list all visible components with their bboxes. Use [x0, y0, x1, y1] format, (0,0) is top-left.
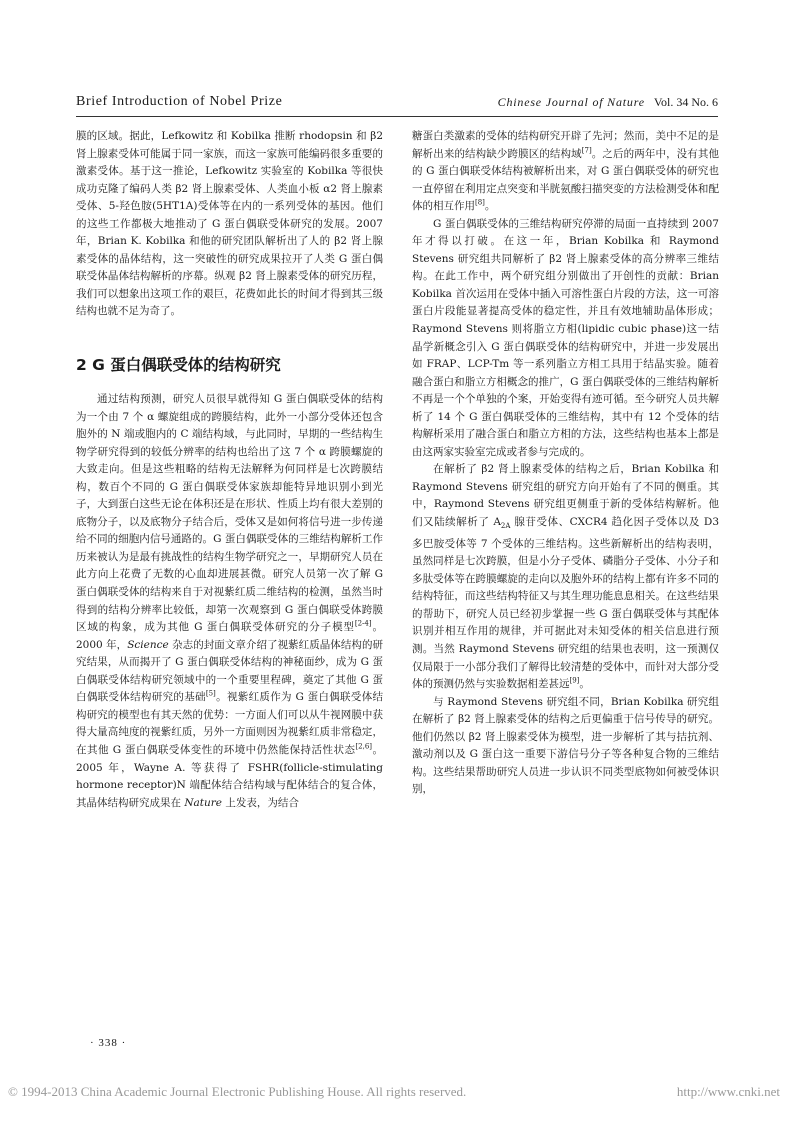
copyright-notice: © 1994-2013 China Academic Journal Electronic Publishing House. All rights reserved. [8, 1084, 467, 1099]
citation[interactable]: [2,6] [355, 742, 373, 751]
paragraph: 与 Raymond Stevens 研究组不同，Brian Kobilka 研究组在解析了 β2 肾上腺素受体的结构之后更偏重于信号传导的研究。他们仍然以 β2 肾上腺素受体为模型，进一步解析了其与拮抗剂、激动剂以及 G 蛋白这一重要下游信号分子等各种复合物的三维结构。这些结果帮助研究人员进一步认识不同类型底物如何被受体识别， [412, 695, 719, 796]
citation[interactable]: [2-4] [354, 619, 372, 628]
citation[interactable]: [7] [581, 146, 592, 155]
section-heading: 2 G 蛋白偶联受体的结构研究 [76, 356, 281, 375]
paragraph: 通过结构预测，研究人员很早就得知 G 蛋白偶联受体的结构为一个由 7 个 α 螺旋组成的跨膜结构，此外一小部分受体还包含胞外的 N 端或胞内的 C 端结构域，与此同时，早期的一些结构生物学研究得到的较低分辨率的结构也给出了这 7 个 α 跨膜螺旋的大致走向。但是这些粗略的结构无法解释为何同样是七次跨膜结构，数百个不同的 G 蛋白偶联受体家族却能特异地识别小到光子，大到蛋白这些无论在体积还是在形状、性质上均有很大差别的底物分子，以及底物分子结合后，受体又是如何将信号进一步传递给不同的细胞内信号通路的。G 蛋白偶联受体的三维结构解析工作历来被认为是最有挑战性的结构生物学研究之一，早期研究人员在此方向上花费了无数的心血却进展甚微。研究人员第一次了解 G 蛋白偶联受体的结构来自于对视紫红质二维结构的检测，虽然当时得到的结构分辨率比较低，却第一次观察到 G 蛋白偶联受体跨膜区域的构象，成为其他 G 蛋白偶联受体研究的分子模型[2-4]。2000 年，Science 杂志的封面文章介绍了视紫红质晶体结构的研究结果，从而揭开了 G 蛋白偶联受体结构的神秘面纱，成为 G 蛋白偶联受体结构研究领域中的一个重要里程碑，奠定了其他 G 蛋白偶联受体结构研究的基础[5]。视紫红质作为 G 蛋白偶联受体结构研究的模型也有其天然的优势：一方面人们可以从牛视网膜中获得大量高纯度的视紫红质，另外一方面则因为视紫红质非常稳定，在其他 G 蛋白偶联受体变性的环境中仍然能保持活性状态[2,6]。2005 年，Wayne A. 等获得了 FSHR(follicle-stimulating hormone receptor)N 端配体结合结构域与配体结合的复合体，其晶体结构研究成果在 Nature 上发表，为结合 [76, 393, 384, 809]
paragraph: 膜的区域。据此，Lefkowitz 和 Kobilka 推断 rhodopsin 和 β2 肾上腺素受体可能属于同一家族，而这一家族可能编码很多重要的激素受体。基于这一推论，Lefkowitz 实验室的 Kobilka 等很快成功克隆了编码人类 β2 肾上腺素受体、人类血小板 α2 肾上腺素受体、5-羟色胺(5HT1A)受体等在内的一系列受体的基因。他们的这些工作都极大地推动了 G 蛋白偶联受体研究的发展。2007 年，Brian K. Kobilka 和他的研究团队解析出了人的 β2 肾上腺素受体的晶体结构，这一突破性的研究成果拉开了人类 G 蛋白偶联受体晶体结构解析的序幕。纵观 β2 肾上腺素受体的研究历程，我们可以想象出这项工作的艰巨，花费如此长的时间才得到其三级结构也就不足为奇了。 [76, 130, 383, 318]
footer [0, 1084, 794, 1104]
paragraph: 糖蛋白类激素的受体的结构研究开辟了先河；然而，美中不足的是解析出来的结构缺少跨膜区的结构域[7]。之后的两年中，没有其他的 G 蛋白偶联受体结构被解析出来，对 G 蛋白偶联受体的研究也一直停留在利用定点突变和半胱氨酸扫描突变的方法检测受体和配体的相互作用[8]。 [412, 130, 720, 213]
journal-name: Chinese Journal of Nature [497, 95, 645, 109]
journal-info [498, 95, 718, 110]
citation[interactable]: [8] [475, 198, 485, 207]
journal-title: Science [127, 638, 169, 651]
volume-issue: Vol. 34 No. 6 [653, 95, 718, 109]
page-number: · 338 · [90, 1037, 127, 1049]
paragraph: 在解析了 β2 肾上腺素受体的结构之后，Brian Kobilka 和 Raymond Stevens 研究组的研究方向开始有了不同的侧重。其中，Raymond Stevens 研究组更侧重于新的受体结构解析。他们又陆续解析了 $A_{2A}$ 腺苷受体、CXCR4 趋化因子受体以及 D3 多巴胺受体等 7 个受体的三维结构。这些新解析出的结构表明，虽然同样是七次跨膜，但是小分子受体、磷脂分子受体、小分子和多肽受体等在跨膜螺旋的走向以及胞外环的结构上都有许多不同的结构特征，而这些结构特征又与其生理功能息息相关。在这些结果的帮助下，研究人员已经初步掌握一些 G 蛋白偶联受体与其配体识别并相互作用的规律，并可据此对未知受体的相关信息进行预测。当然 Raymond Stevens 研究组的结果也表明，这一预测仅仅局限于一小部分我们了解得比较清楚的受体中，而针对大部分受体的预测仍然与实验数据相差甚远[9]。 [412, 463, 719, 691]
running-header [76, 94, 718, 117]
right-column [412, 128, 719, 799]
left-column [76, 128, 383, 812]
footer-link[interactable]: http://www.cnki.net [676, 1084, 780, 1099]
citation[interactable]: [5] [205, 689, 216, 698]
section-label: Brief Introduction of Nobel Prize [76, 94, 283, 109]
subscript: 2A [500, 522, 511, 531]
paragraph: G 蛋白偶联受体的三维结构研究停滞的局面一直持续到 2007 年才得以打破。在这一年，Brian Kobilka 和 Raymond Stevens 研究组共同解析了 β2 肾上腺素受体的高分辨率三维结构。在此工作中，两个研究组分别做出了开创性的贡献：Brian Kobilka 首次运用在受体中插入可溶性蛋白片段的方法，这一可溶蛋白片段能显著提高受体的稳定性，并且有效地辅助晶体形成；Raymond Stevens 则将脂立方相(lipidic cubic phase)这一结晶学新概念引入 G 蛋白偶联受体的结构研究中，并进一步发展出如 FRAP、LCP-Tm 等一系列脂立方相工具用于结晶实验。随着融合蛋白和脂立方相概念的推广，G 蛋白偶联受体的三维结构解析不再是一个个单独的个案，开始变得有迹可循。至今研究人员共解析了 14 个 G 蛋白偶联受体的三维结构，其中有 12 个受体的结构解析采用了融合蛋白和脂立方相的方法，这些结构也基本上都是由这两家实验室完成或者参与完成的。 [412, 217, 719, 458]
citation[interactable]: [9] [569, 676, 580, 685]
journal-title: Nature [184, 796, 223, 809]
